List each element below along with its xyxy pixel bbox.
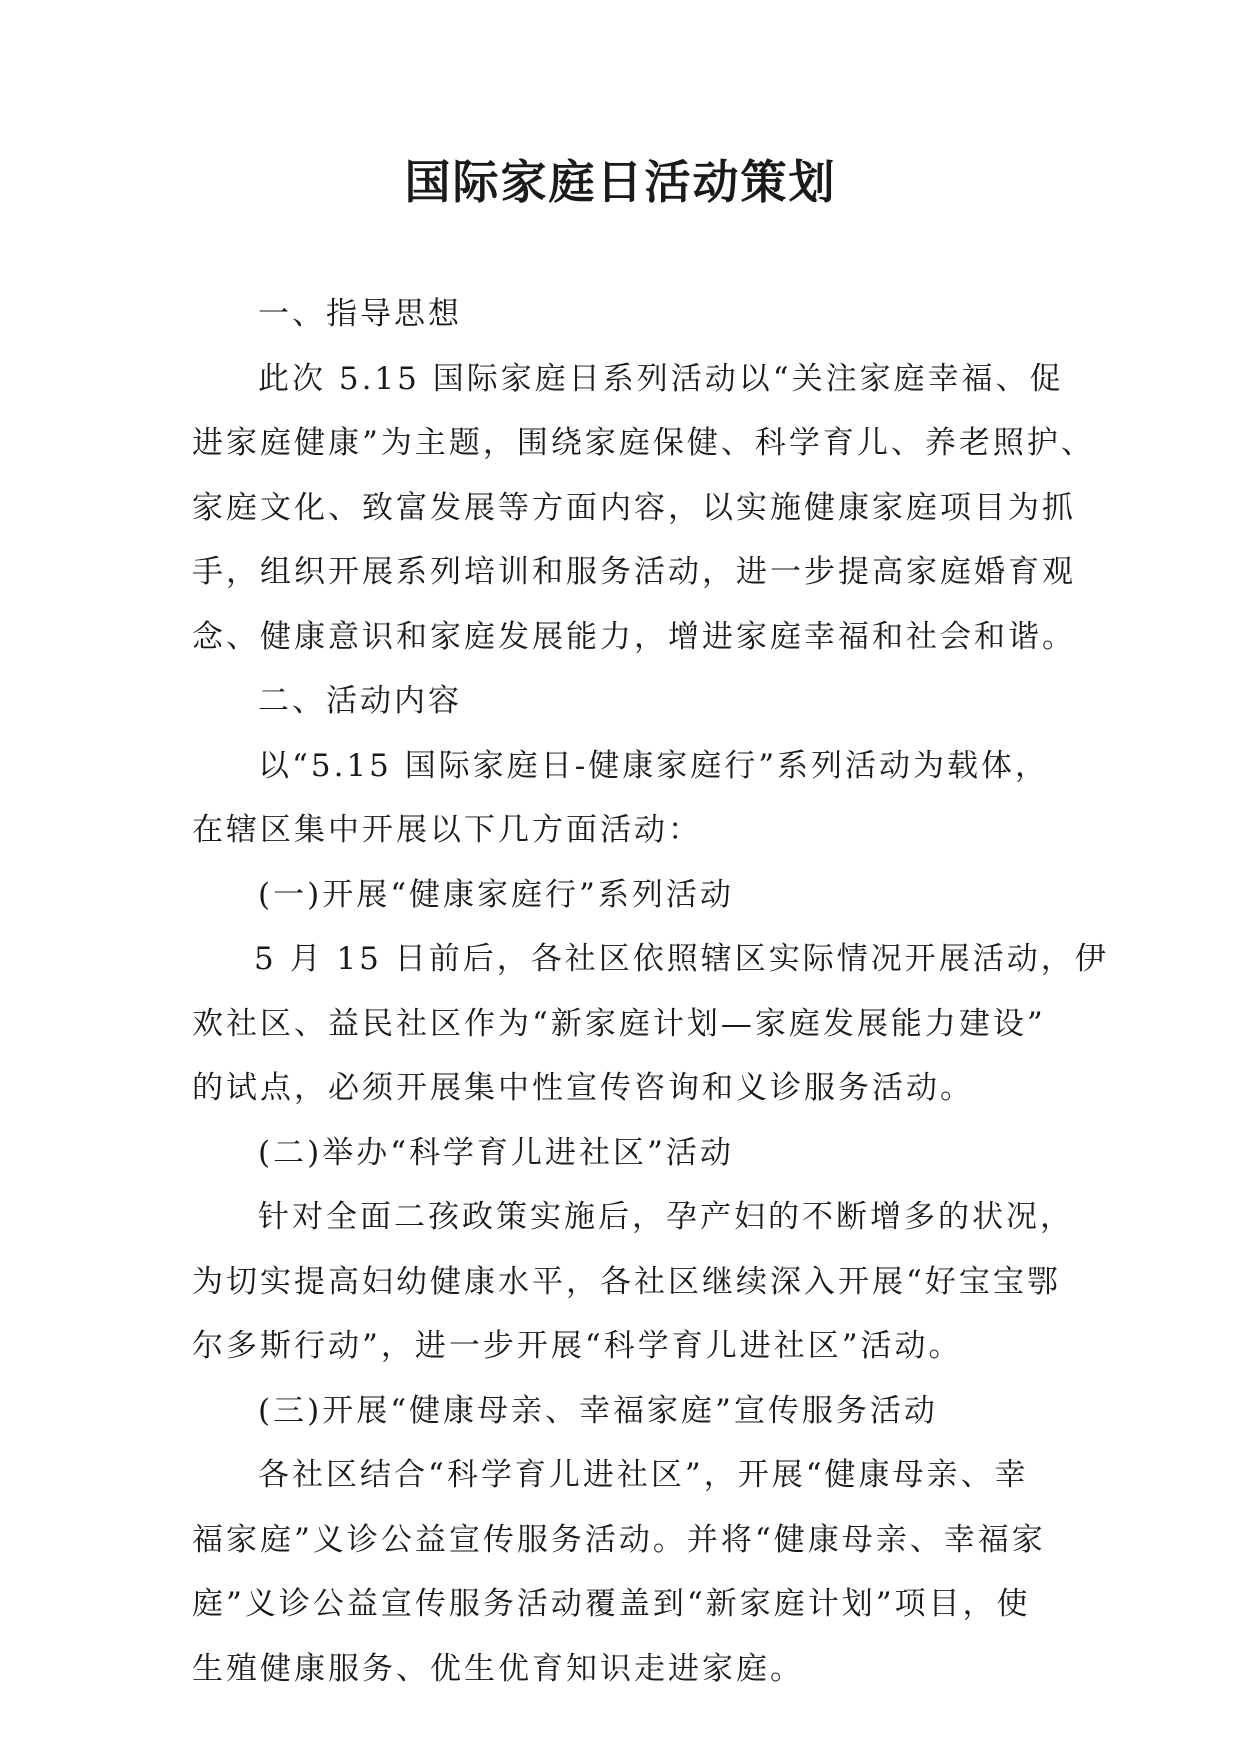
paragraph-line: 欢社区、益民社区作为“新家庭计划—家庭发展能力建设” bbox=[192, 1005, 1046, 1042]
paragraph-line: 庭”义诊公益宣传服务活动覆盖到“新家庭计划”项目，使 bbox=[192, 1586, 1031, 1622]
subsection-heading-2: (二)举办“科学育儿进社区”活动 bbox=[258, 1134, 734, 1171]
section-heading-activity-content: 二、活动内容 bbox=[258, 683, 462, 719]
paragraph-line: 尔多斯行动”，进一步开展“科学育儿进社区”活动。 bbox=[192, 1328, 963, 1364]
paragraph-line: 念、健康意识和家庭发展能力，增进家庭幸福和社会和谐。 bbox=[192, 618, 1076, 655]
document-title: 国际家庭日活动策划 bbox=[404, 155, 837, 209]
document-body bbox=[192, 282, 1109, 1701]
paragraph-line: 的试点，必须开展集中性宣传咨询和义诊服务活动。 bbox=[192, 1070, 974, 1106]
paragraph-line: 进家庭健康”为主题，围绕家庭保健、科学育儿、养老照护、 bbox=[192, 425, 1095, 461]
paragraph-line: 福家庭”义诊公益宣传服务活动。并将“健康母亲、幸福家 bbox=[192, 1521, 1046, 1558]
paragraph-line: 各社区结合“科学育儿进社区”，开展“健康母亲、幸 bbox=[258, 1457, 1029, 1493]
paragraph-line: 此次 5.15 国际家庭日系列活动以“关注家庭幸福、促 bbox=[258, 360, 1064, 397]
subsection-heading-3: (三)开展“健康母亲、幸福家庭”宣传服务活动 bbox=[258, 1392, 938, 1429]
subsection-heading-1: (一)开展“健康家庭行”系列活动 bbox=[258, 876, 734, 913]
paragraph-line: 家庭文化、致富发展等方面内容，以实施健康家庭项目为抓 bbox=[192, 489, 1076, 526]
paragraph-line: 为切实提高妇幼健康水平，各社区继续深入开展“好宝宝鄂 bbox=[192, 1263, 1061, 1300]
paragraph-line: 5 月 15 日前后，各社区依照辖区实际情况开展活动，伊 bbox=[254, 941, 1109, 977]
paragraph-line: 以“5.15 国际家庭日-健康家庭行”系列活动为载体， bbox=[258, 747, 1050, 784]
section-heading-guiding-thought: 一、指导思想 bbox=[258, 296, 462, 332]
paragraph-line: 手，组织开展系列培训和服务活动，进一步提高家庭婚育观 bbox=[192, 554, 1076, 590]
paragraph-line: 针对全面二孩政策实施后，孕产妇的不断增多的状况， bbox=[258, 1199, 1074, 1235]
paragraph-line: 在辖区集中开展以下几方面活动： bbox=[192, 812, 702, 848]
paragraph-line: 生殖健康服务、优生优育知识走进家庭。 bbox=[192, 1650, 804, 1687]
